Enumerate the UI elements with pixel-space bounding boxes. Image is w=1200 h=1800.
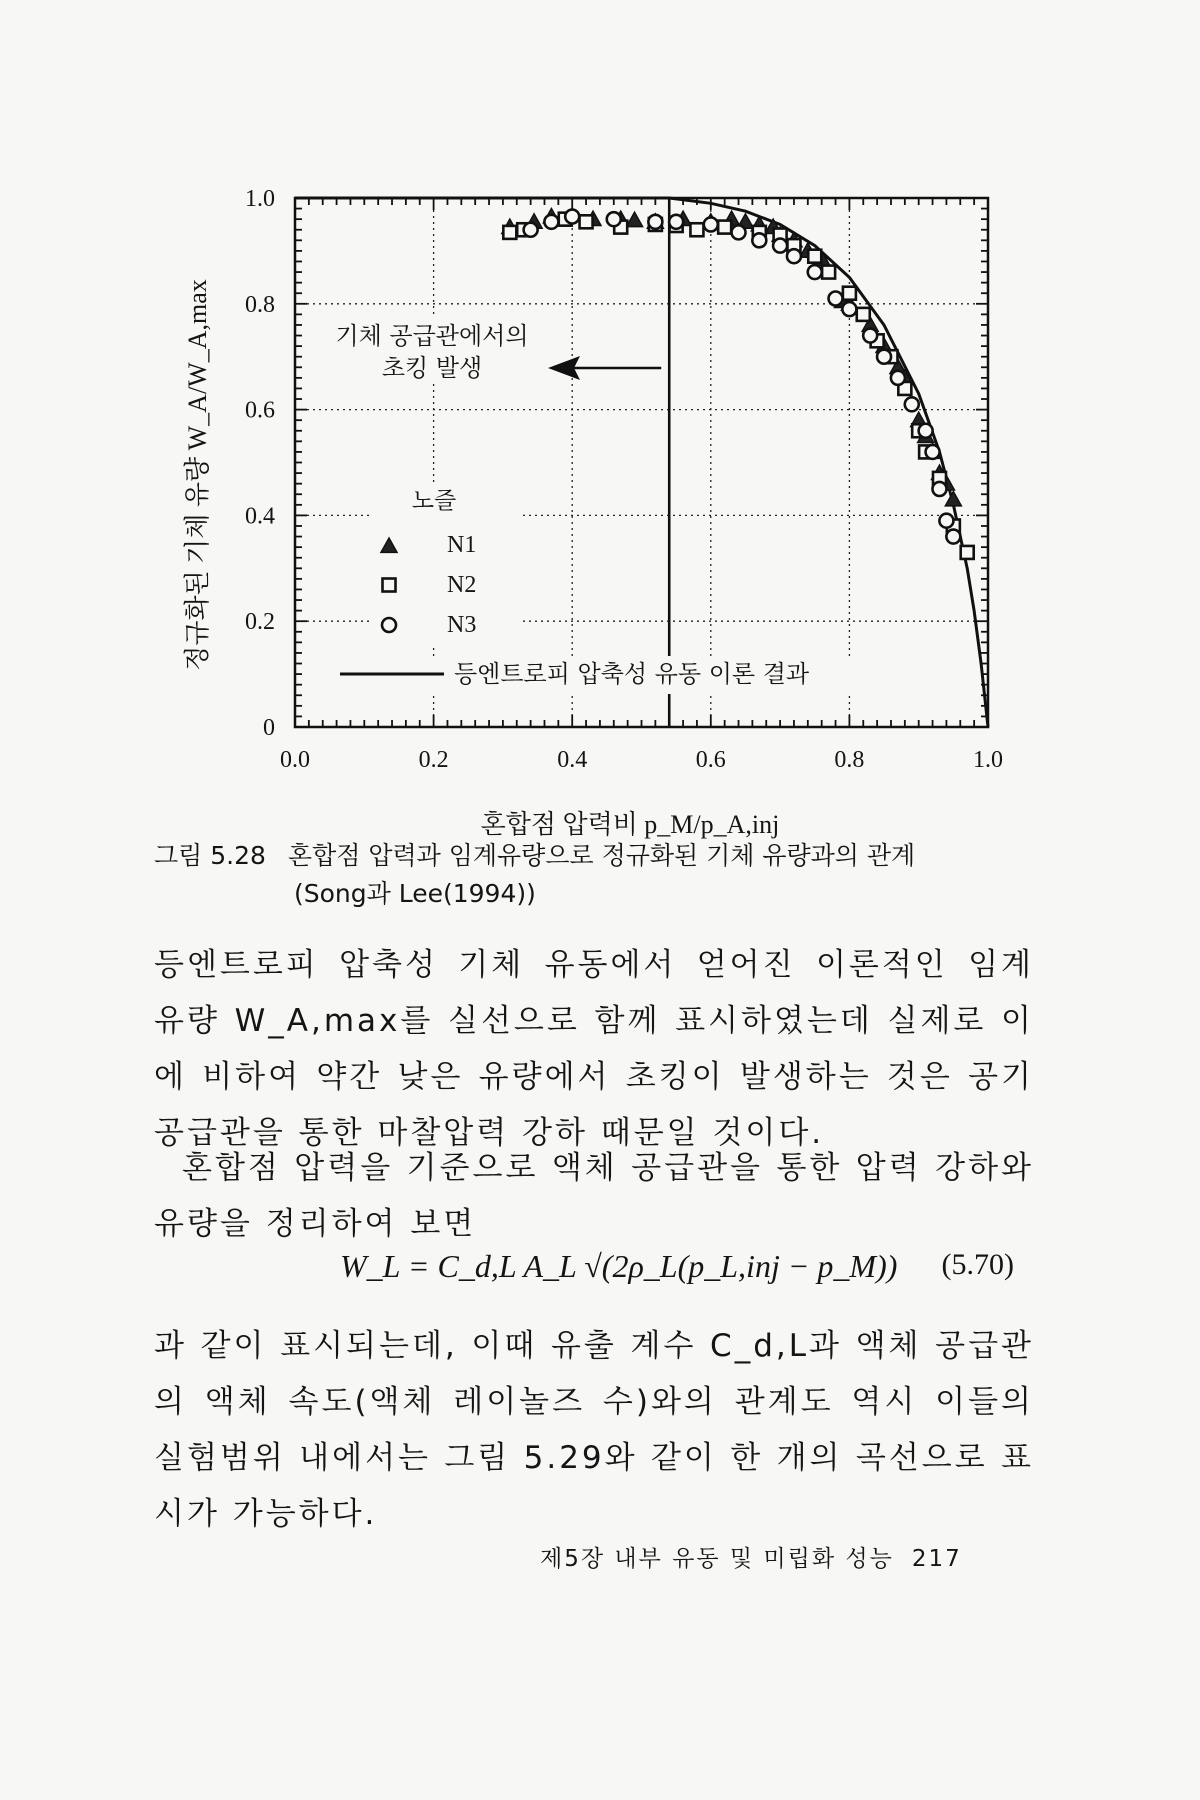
equation-5-70 xyxy=(154,1248,1034,1298)
data-point-n2 xyxy=(857,308,870,321)
data-point-n3 xyxy=(732,225,746,239)
data-point-n3 xyxy=(752,233,766,247)
data-point-n3 xyxy=(648,215,662,229)
legend-title: 노즐 xyxy=(411,488,457,514)
data-point-n2 xyxy=(808,250,821,263)
legend-marker-n3 xyxy=(382,618,396,632)
chart-axes xyxy=(295,198,988,727)
data-point-n3 xyxy=(669,215,683,229)
data-point-n2 xyxy=(580,215,593,228)
data-point-n1 xyxy=(945,492,961,506)
x-axis-label: 혼합점 압력비 p_M/p_A,inj xyxy=(480,810,780,839)
data-point-n1 xyxy=(627,212,643,226)
x-tick-label: 0.2 xyxy=(418,747,449,773)
equation-number: (5.70) xyxy=(941,1248,1014,1281)
caption-line1: 혼합점 압력과 임계유량으로 정규화된 기체 유량과의 관계 xyxy=(287,841,916,870)
data-point-n3 xyxy=(808,265,822,279)
data-point-n2 xyxy=(843,287,856,300)
x-tick-label: 0.0 xyxy=(280,747,310,773)
data-point-n3 xyxy=(829,292,843,306)
data-point-n3 xyxy=(926,445,940,459)
equation-expression: W_L = C_d,L A_L √(2ρ_L(p_L,inj − p_M)) xyxy=(340,1248,898,1284)
data-points-group xyxy=(502,209,974,559)
data-point-n3 xyxy=(565,210,579,224)
theory-curve xyxy=(295,198,988,727)
data-point-n3 xyxy=(946,530,960,544)
y-tick-label: 1.0 xyxy=(245,186,275,212)
data-point-n3 xyxy=(877,350,891,364)
choke-annotation-line2: 초킹 발생 xyxy=(381,354,483,382)
figure-5-28-chart xyxy=(0,0,1200,860)
data-point-n2 xyxy=(718,221,731,234)
data-point-n3 xyxy=(524,223,538,237)
theory-curve-group xyxy=(295,198,988,727)
data-point-n3 xyxy=(863,329,877,343)
data-point-n3 xyxy=(905,397,919,411)
y-axis-label: 정규화된 기체 유량 W_A/W_A,max xyxy=(183,279,212,671)
data-point-n3 xyxy=(932,482,946,496)
paragraph-1: 등엔트로피 압축성 기체 유동에서 얻어진 이론적인 임계 유량 W_A,max를 실선으로 함께 표시하였는데 실제로 이에 비하여 약간 낮은 유량에서 초킹이 발생하는 것은 공기 공급관을 통한 마찰압력 강하 때문일 것이다. xyxy=(154,947,1034,1151)
chapter-title: 제5장 내부 유동 및 미립화 성능 xyxy=(540,1546,894,1572)
y-tick-label: 0.4 xyxy=(245,503,275,530)
data-point-n2 xyxy=(961,546,974,559)
data-point-n2 xyxy=(690,223,703,236)
paragraph-2: 혼합점 압력을 기준으로 액체 공급관을 통한 압력 강하와 유량을 정리하여 보면 xyxy=(154,1150,1034,1242)
data-point-n3 xyxy=(891,371,905,385)
caption-line2: (Song과 Lee(1994)) xyxy=(294,879,536,908)
legend-label-theory: 등엔트로피 압축성 유동 이론 결과 xyxy=(454,660,810,688)
legend-label-n3: N3 xyxy=(447,612,477,638)
y-tick-label: 0 xyxy=(263,715,275,741)
y-tick-label: 0.2 xyxy=(245,609,275,636)
y-tick-label: 0.6 xyxy=(245,397,275,424)
data-point-n3 xyxy=(842,302,856,316)
data-point-n3 xyxy=(704,217,718,231)
chart-grid xyxy=(295,198,988,727)
x-tick-label: 0.8 xyxy=(834,747,865,773)
data-point-n2 xyxy=(503,226,516,239)
data-point-n3 xyxy=(919,424,933,438)
figure-number: 그림 5.28 xyxy=(154,841,266,870)
data-point-n3 xyxy=(773,239,787,253)
plot-frame xyxy=(295,198,988,727)
data-point-n3 xyxy=(607,212,621,226)
data-point-n3 xyxy=(544,215,558,229)
figure-caption xyxy=(154,837,1054,913)
page-footer xyxy=(540,1540,962,1573)
x-tick-label: 0.4 xyxy=(557,747,588,773)
x-tick-label: 0.6 xyxy=(695,747,726,773)
paragraph-3: 과 같이 표시되는데, 이때 유출 계수 C_d,L과 액체 공급관의 액체 속도(액체 레이놀즈 수)와의 관계도 역시 이들의 실험범위 내에서는 그림 5.29와 같이 한 개의 곡선으로 표시가 가능하다. xyxy=(154,1328,1034,1532)
legend-marker-n2 xyxy=(383,579,396,592)
choke-annotation-line1: 기체 공급관에서의 xyxy=(335,322,529,350)
data-point-n3 xyxy=(939,514,953,528)
legend-label-n2: N2 xyxy=(447,572,477,598)
legend-label-n1: N1 xyxy=(447,532,477,558)
data-point-n3 xyxy=(787,249,801,263)
page-number: 217 xyxy=(911,1546,962,1572)
x-tick-label: 1.0 xyxy=(973,747,1003,773)
data-point-n2 xyxy=(822,266,835,279)
y-tick-label: 0.8 xyxy=(245,291,275,318)
